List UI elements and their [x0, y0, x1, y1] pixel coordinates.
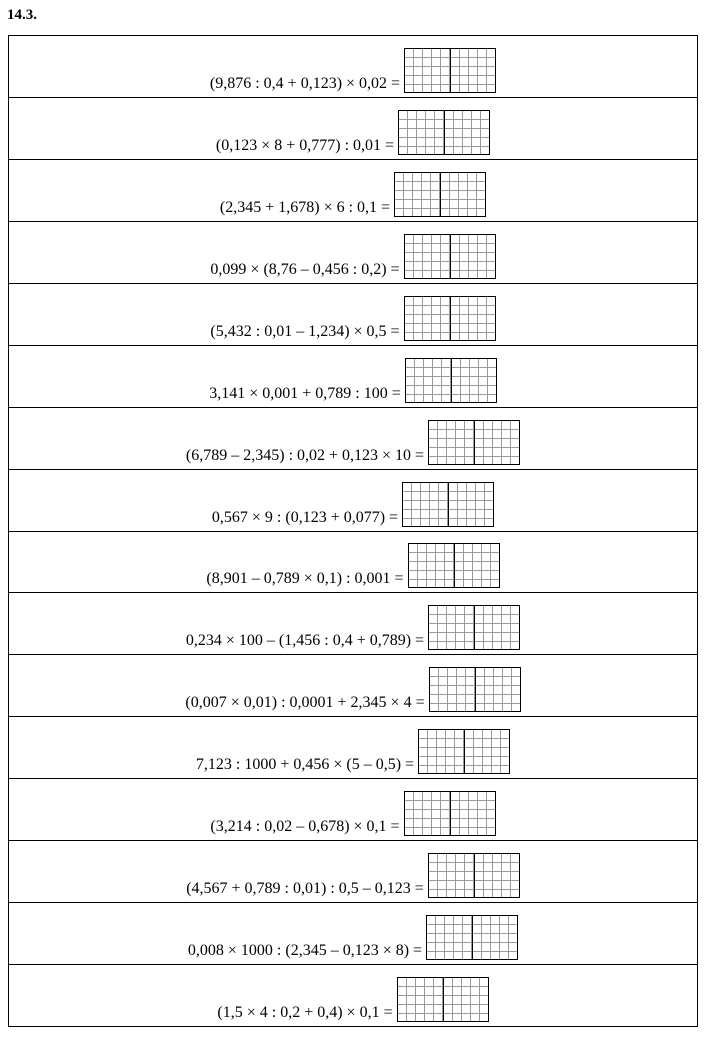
- answer-cell-right[interactable]: [474, 421, 519, 464]
- answer-box[interactable]: [426, 915, 518, 960]
- expression-line: [209, 358, 497, 403]
- answer-cell-left[interactable]: [405, 792, 450, 835]
- answer-cell-left[interactable]: [419, 730, 464, 773]
- answer-cell-right[interactable]: [464, 730, 509, 773]
- expression-text: 0,234 × 100 – (1,456 : 0,4 + 0,789) =: [185, 632, 425, 650]
- exercise-row: [9, 36, 697, 98]
- expression-line: [186, 853, 520, 898]
- exercise-row: [9, 717, 697, 779]
- expression-text: (0,007 × 0,01) : 0,0001 + 2,345 × 4 =: [185, 694, 425, 712]
- answer-cell-left[interactable]: [405, 297, 450, 340]
- answer-box[interactable]: [402, 482, 494, 527]
- exercise-row: [9, 655, 697, 717]
- answer-box[interactable]: [398, 110, 490, 155]
- expression-text: (3,214 : 0,02 – 0,678) × 0,1 =: [210, 818, 400, 836]
- answer-cell-right[interactable]: [448, 483, 493, 526]
- answer-box[interactable]: [429, 667, 521, 712]
- expression-line: [196, 729, 510, 774]
- answer-box[interactable]: [404, 234, 496, 279]
- expression-text: (0,123 × 8 + 0,777) : 0,01 =: [215, 136, 395, 154]
- answer-cell-left[interactable]: [430, 668, 475, 711]
- expression-text: (1,5 × 4 : 0,2 + 0,4) × 0,1 =: [217, 1004, 393, 1021]
- expression-line: [210, 296, 495, 341]
- answer-cell-right[interactable]: [450, 235, 495, 278]
- answer-cell-left[interactable]: [406, 359, 451, 402]
- exercise-row: [9, 284, 697, 346]
- answer-cell-left[interactable]: [398, 978, 443, 1021]
- answer-cell-right[interactable]: [474, 606, 519, 649]
- exercise-row: [9, 98, 697, 160]
- exercise-row: [9, 532, 697, 594]
- exercise-row: [9, 160, 697, 222]
- answer-cell-right[interactable]: [451, 359, 496, 402]
- answer-box[interactable]: [404, 296, 496, 341]
- answer-box[interactable]: [404, 791, 496, 836]
- expression-line: [186, 420, 520, 465]
- expression-text: (8,901 – 0,789 × 0,1) : 0,001 =: [206, 570, 404, 588]
- answer-cell-left[interactable]: [395, 173, 440, 216]
- exercise-row: [9, 593, 697, 655]
- expression-text: 7,123 : 1000 + 0,456 × (5 – 0,5) =: [195, 756, 415, 774]
- expression-text: (9,876 : 0,4 + 0,123) × 0,02 =: [209, 74, 401, 92]
- expression-line: [188, 915, 518, 960]
- expression-line: [210, 234, 495, 279]
- answer-cell-left[interactable]: [429, 606, 474, 649]
- exercise-row: [9, 346, 697, 408]
- expression-line: [210, 791, 495, 836]
- expression-line: [212, 482, 494, 527]
- answer-cell-right[interactable]: [454, 544, 499, 587]
- answer-box[interactable]: [397, 977, 489, 1022]
- answer-cell-left[interactable]: [403, 483, 448, 526]
- answer-box[interactable]: [418, 729, 510, 774]
- exercise-table: [8, 35, 698, 1027]
- answer-cell-left[interactable]: [409, 544, 454, 587]
- expression-text: 3,141 × 0,001 + 0,789 : 100 =: [209, 384, 401, 402]
- answer-cell-right[interactable]: [440, 173, 485, 216]
- expression-line: [186, 605, 520, 650]
- exercise-row: [9, 965, 697, 1026]
- answer-cell-right[interactable]: [444, 111, 489, 154]
- expression-text: 0,008 × 1000 : (2,345 – 0,123 × 8) =: [187, 942, 423, 960]
- expression-text: 0,099 × (8,76 – 0,456 : 0,2) =: [210, 260, 400, 278]
- answer-box[interactable]: [428, 420, 520, 465]
- exercise-row: [9, 222, 697, 284]
- answer-box[interactable]: [404, 48, 496, 93]
- expression-text: 0,567 × 9 : (0,123 + 0,077) =: [211, 508, 399, 526]
- answer-cell-right[interactable]: [475, 668, 520, 711]
- answer-cell-right[interactable]: [450, 49, 495, 92]
- answer-cell-left[interactable]: [405, 235, 450, 278]
- answer-cell-left[interactable]: [427, 916, 472, 959]
- expression-line: [220, 172, 486, 217]
- expression-text: (4,567 + 0,789 : 0,01) : 0,5 – 0,123 =: [186, 880, 424, 898]
- expression-line: [217, 977, 488, 1022]
- expression-text: (5,432 : 0,01 – 1,234) × 0,5 =: [210, 322, 400, 340]
- exercise-row: [9, 841, 697, 903]
- expression-text: (2,345 + 1,678) × 6 : 0,1 =: [219, 198, 391, 216]
- answer-cell-left[interactable]: [429, 854, 474, 897]
- answer-cell-left[interactable]: [405, 49, 450, 92]
- answer-cell-right[interactable]: [443, 978, 488, 1021]
- answer-box[interactable]: [394, 172, 486, 217]
- task-number: 14.3.: [7, 7, 37, 23]
- expression-line: [216, 110, 490, 155]
- expression-line: [185, 667, 520, 712]
- answer-cell-left[interactable]: [399, 111, 444, 154]
- exercise-row: [9, 408, 697, 470]
- answer-cell-right[interactable]: [472, 916, 517, 959]
- answer-box[interactable]: [408, 543, 500, 588]
- answer-cell-right[interactable]: [450, 792, 495, 835]
- exercise-row: [9, 779, 697, 841]
- exercise-row: [9, 903, 697, 965]
- answer-cell-right[interactable]: [450, 297, 495, 340]
- expression-text: (6,789 – 2,345) : 0,02 + 0,123 × 10 =: [185, 446, 425, 464]
- answer-box[interactable]: [428, 605, 520, 650]
- expression-line: [210, 48, 496, 93]
- answer-box[interactable]: [405, 358, 497, 403]
- answer-box[interactable]: [428, 853, 520, 898]
- answer-cell-left[interactable]: [429, 421, 474, 464]
- exercise-row: [9, 470, 697, 532]
- answer-cell-right[interactable]: [474, 854, 519, 897]
- expression-line: [206, 543, 499, 588]
